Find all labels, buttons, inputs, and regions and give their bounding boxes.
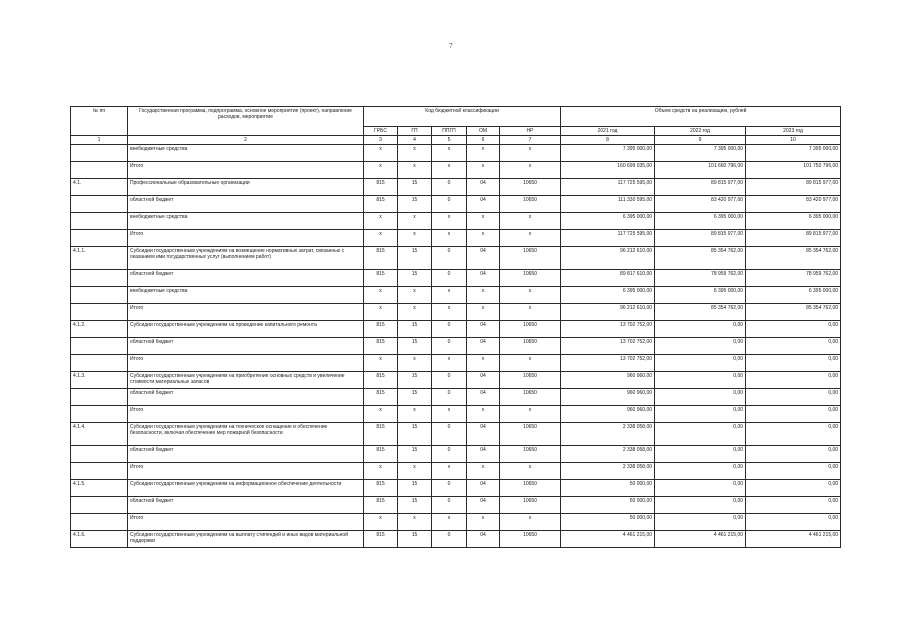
amount-2023-cell: 4 461 215,00 [746,531,841,548]
amount-2022-cell: 85 354 762,00 [655,247,746,270]
col-number-cell: 5 [432,136,467,145]
code-nr-cell: 10650 [500,372,561,389]
amount-2021-cell: 2 338 058,00 [561,423,655,446]
header-code-grbs: ГРБС [364,127,398,136]
code-gp-cell: 15 [398,270,432,287]
amount-2023-cell: 83 420 977,00 [746,196,841,213]
code-om-cell: 04 [467,321,500,338]
code-grbs-cell: 815 [364,480,398,497]
header-year-2021: 2021 год [561,127,655,136]
table-row [71,213,841,230]
col-number-cell: 10 [746,136,841,145]
row-number-cell [71,287,128,304]
code-grbs-cell: 815 [364,196,398,213]
code-ppgp-cell: 0 [432,196,467,213]
code-om-cell: 04 [467,531,500,548]
col-number-cell: 2 [128,136,364,145]
code-nr-cell: 10650 [500,247,561,270]
amount-2023-cell: 0,00 [746,423,841,446]
code-grbs-cell: 815 [364,389,398,406]
amount-2021-cell: 50 000,00 [561,497,655,514]
code-nr-cell: x [500,304,561,321]
col-number-cell: 6 [467,136,500,145]
code-om-cell: x [467,162,500,179]
code-nr-cell: x [500,162,561,179]
amount-2022-cell: 0,00 [655,446,746,463]
amount-2023-cell: 0,00 [746,321,841,338]
row-name-cell: областной бюджет [128,389,364,406]
code-ppgp-cell: 0 [432,531,467,548]
row-name-cell: Субсидии государственным учреждениям на приобретение основных средств и увеличение стоимости материальных запасов [128,372,364,389]
amount-2023-cell: 0,00 [746,497,841,514]
code-grbs-cell: x [364,145,398,162]
code-om-cell: 04 [467,247,500,270]
code-ppgp-cell: 0 [432,480,467,497]
amount-2023-cell: 89 815 977,00 [746,179,841,196]
code-nr-cell: x [500,287,561,304]
table-row [71,304,841,321]
code-nr-cell: 10650 [500,423,561,446]
table-row [71,389,841,406]
amount-2021-cell: 111 330 595,00 [561,196,655,213]
code-gp-cell: 15 [398,480,432,497]
row-number-cell: 4.1.4. [71,423,128,446]
code-ppgp-cell: 0 [432,372,467,389]
code-gp-cell: x [398,514,432,531]
row-number-cell [71,270,128,287]
amount-2022-cell: 0,00 [655,497,746,514]
table-row [71,355,841,372]
row-name-cell: Субсидии государственным учреждениям на техническое оснащение и обеспечение безопасности, включая обеспечение мер пожарной безопасности [128,423,364,446]
header-col-num: № пп [71,107,128,136]
row-name-cell: Субсидии государственным учреждениям на проведение капитального ремонта [128,321,364,338]
amount-2023-cell: 6 395 000,00 [746,287,841,304]
code-grbs-cell: 815 [364,179,398,196]
code-nr-cell: x [500,406,561,423]
amount-2022-cell: 0,00 [655,480,746,497]
amount-2023-cell: 0,00 [746,446,841,463]
amount-2021-cell: 6 395 000,00 [561,287,655,304]
amount-2022-cell: 0,00 [655,321,746,338]
table-row [71,446,841,463]
code-ppgp-cell: 0 [432,497,467,514]
amount-2022-cell: 83 420 977,00 [655,196,746,213]
table-row [71,406,841,423]
code-gp-cell: x [398,145,432,162]
code-ppgp-cell: x [432,162,467,179]
col-number-cell: 8 [561,136,655,145]
code-grbs-cell: x [364,287,398,304]
col-number-cell: 4 [398,136,432,145]
code-gp-cell: x [398,287,432,304]
code-gp-cell: 15 [398,497,432,514]
row-name-cell: областной бюджет [128,196,364,213]
code-grbs-cell: x [364,463,398,480]
row-name-cell: внебюджетные средства [128,287,364,304]
code-ppgp-cell: x [432,304,467,321]
code-ppgp-cell: x [432,406,467,423]
header-code-ppgp: ППГП [432,127,467,136]
amount-2022-cell: 0,00 [655,463,746,480]
table-row [71,287,841,304]
code-gp-cell: 15 [398,389,432,406]
row-name-cell: Итого [128,162,364,179]
row-name-cell: Субсидии государственным учреждениям на выплату стипендий и иных видов материальной поддержки [128,531,364,548]
table-row [71,531,841,548]
code-gp-cell: 15 [398,423,432,446]
row-name-cell: Итого [128,514,364,531]
code-ppgp-cell: 0 [432,338,467,355]
row-number-cell [71,213,128,230]
amount-2021-cell: 13 702 752,00 [561,321,655,338]
amount-2021-cell: 13 702 752,00 [561,355,655,372]
table-row [71,247,841,270]
amount-2021-cell: 96 212 610,00 [561,247,655,270]
code-grbs-cell: 815 [364,321,398,338]
code-om-cell: x [467,230,500,247]
row-number-cell: 4.1.2. [71,321,128,338]
code-grbs-cell: 815 [364,372,398,389]
amount-2021-cell: 96 212 610,00 [561,304,655,321]
code-ppgp-cell: 0 [432,270,467,287]
budget-table [70,106,841,548]
code-grbs-cell: 815 [364,270,398,287]
table-row [71,514,841,531]
code-om-cell: x [467,145,500,162]
code-om-cell: x [467,406,500,423]
row-name-cell: Итого [128,406,364,423]
table-row [71,162,841,179]
amount-2023-cell: 0,00 [746,338,841,355]
code-om-cell: x [467,355,500,372]
amount-2021-cell: 89 817 610,00 [561,270,655,287]
row-number-cell [71,338,128,355]
header-code-om: ОМ [467,127,500,136]
table-body [71,145,841,548]
code-nr-cell: x [500,213,561,230]
code-gp-cell: 15 [398,321,432,338]
code-om-cell: x [467,463,500,480]
table-row [71,372,841,389]
amount-2023-cell: 0,00 [746,463,841,480]
code-ppgp-cell: 0 [432,247,467,270]
amount-2023-cell: 0,00 [746,389,841,406]
amount-2023-cell: 85 354 762,00 [746,304,841,321]
code-ppgp-cell: 0 [432,423,467,446]
amount-2022-cell: 101 660 796,00 [655,162,746,179]
code-om-cell: x [467,304,500,321]
code-nr-cell: 10650 [500,446,561,463]
amount-2022-cell: 0,00 [655,338,746,355]
code-om-cell: 04 [467,480,500,497]
code-ppgp-cell: 0 [432,321,467,338]
row-name-cell: внебюджетные средства [128,145,364,162]
amount-2022-cell: 0,00 [655,423,746,446]
code-om-cell: 04 [467,179,500,196]
col-number-cell: 1 [71,136,128,145]
row-number-cell: 4.1.6. [71,531,128,548]
code-gp-cell: x [398,230,432,247]
amount-2022-cell: 0,00 [655,355,746,372]
row-name-cell: областной бюджет [128,446,364,463]
code-nr-cell: x [500,463,561,480]
code-nr-cell: 10650 [500,338,561,355]
code-nr-cell: 10650 [500,321,561,338]
amount-2023-cell: 78 959 762,00 [746,270,841,287]
code-om-cell: 04 [467,270,500,287]
code-om-cell: 04 [467,446,500,463]
code-nr-cell: x [500,355,561,372]
amount-2023-cell: 85 354 762,00 [746,247,841,270]
amount-2023-cell: 0,00 [746,355,841,372]
page-number: 7 [449,42,453,50]
row-name-cell: областной бюджет [128,270,364,287]
table-row [71,196,841,213]
header-code-group: Код бюджетной классификации [364,107,561,127]
amount-2022-cell: 85 354 762,00 [655,304,746,321]
code-ppgp-cell: x [432,463,467,480]
code-grbs-cell: x [364,213,398,230]
code-grbs-cell: 815 [364,531,398,548]
header-col-name: Государственная программа, подпрограмма, основное мероприятие (проект), направление расходов, мероприятие [128,107,364,136]
code-nr-cell: x [500,230,561,247]
amount-2023-cell: 0,00 [746,480,841,497]
header-year-2022: 2022 год [655,127,746,136]
header-code-nr: НР [500,127,561,136]
amount-2021-cell: 117 725 595,00 [561,179,655,196]
code-nr-cell: 10650 [500,270,561,287]
code-gp-cell: x [398,355,432,372]
table-row [71,480,841,497]
table-row [71,497,841,514]
col-number-cell: 7 [500,136,561,145]
code-ppgp-cell: 0 [432,446,467,463]
table-row [71,179,841,196]
code-ppgp-cell: 0 [432,389,467,406]
amount-2022-cell: 89 815 977,00 [655,179,746,196]
amount-2021-cell: 4 461 215,00 [561,531,655,548]
row-number-cell [71,446,128,463]
amount-2023-cell: 0,00 [746,406,841,423]
code-nr-cell: 10650 [500,531,561,548]
amount-2022-cell: 0,00 [655,514,746,531]
code-gp-cell: 15 [398,179,432,196]
row-number-cell [71,230,128,247]
amount-2022-cell: 4 461 215,00 [655,531,746,548]
amount-2023-cell: 6 395 000,00 [746,213,841,230]
code-ppgp-cell: x [432,355,467,372]
row-number-cell [71,497,128,514]
col-number-cell: 9 [655,136,746,145]
code-ppgp-cell: x [432,514,467,531]
code-gp-cell: 15 [398,247,432,270]
amount-2021-cell: 50 000,00 [561,480,655,497]
table-row [71,338,841,355]
code-gp-cell: 15 [398,196,432,213]
code-om-cell: x [467,514,500,531]
amount-2023-cell: 0,00 [746,372,841,389]
row-number-cell [71,514,128,531]
amount-2021-cell: 960 960,00 [561,372,655,389]
amount-2021-cell: 960 960,00 [561,389,655,406]
amount-2022-cell: 0,00 [655,389,746,406]
code-grbs-cell: x [364,230,398,247]
amount-2022-cell: 0,00 [655,372,746,389]
amount-2022-cell: 89 815 977,00 [655,230,746,247]
code-grbs-cell: x [364,514,398,531]
amount-2021-cell: 2 338 058,00 [561,446,655,463]
table-row [71,463,841,480]
col-number-cell: 3 [364,136,398,145]
row-name-cell: внебюджетные средства [128,213,364,230]
code-om-cell: 04 [467,196,500,213]
amount-2022-cell: 0,00 [655,406,746,423]
row-number-cell [71,389,128,406]
code-nr-cell: 10650 [500,389,561,406]
code-grbs-cell: x [364,304,398,321]
header-year-2023: 2023 год [746,127,841,136]
row-number-cell: 4.1.1. [71,247,128,270]
code-om-cell: 04 [467,338,500,355]
code-nr-cell: 10650 [500,480,561,497]
code-gp-cell: x [398,463,432,480]
code-nr-cell: 10650 [500,497,561,514]
code-grbs-cell: 815 [364,497,398,514]
row-name-cell: Итого [128,355,364,372]
code-grbs-cell: x [364,162,398,179]
code-gp-cell: x [398,406,432,423]
row-name-cell: областной бюджет [128,338,364,355]
code-grbs-cell: 815 [364,338,398,355]
amount-2021-cell: 2 338 058,00 [561,463,655,480]
code-gp-cell: x [398,213,432,230]
code-om-cell: 04 [467,497,500,514]
amount-2023-cell: 7 395 000,00 [746,145,841,162]
code-om-cell: 04 [467,372,500,389]
code-nr-cell: x [500,145,561,162]
amount-2022-cell: 78 959 762,00 [655,270,746,287]
code-ppgp-cell: x [432,230,467,247]
row-name-cell: Субсидии государственным учреждениям на информационное обеспечение деятельности [128,480,364,497]
row-name-cell: Итого [128,304,364,321]
code-om-cell: 04 [467,423,500,446]
table-row [71,423,841,446]
row-number-cell [71,196,128,213]
amount-2021-cell: 50 000,00 [561,514,655,531]
amount-2022-cell: 6 395 000,00 [655,287,746,304]
code-om-cell: x [467,213,500,230]
code-grbs-cell: x [364,406,398,423]
amount-2021-cell: 960 960,00 [561,406,655,423]
code-ppgp-cell: x [432,213,467,230]
amount-2021-cell: 6 395 000,00 [561,213,655,230]
code-grbs-cell: x [364,355,398,372]
code-ppgp-cell: 0 [432,179,467,196]
code-gp-cell: x [398,162,432,179]
code-gp-cell: 15 [398,531,432,548]
code-grbs-cell: 815 [364,423,398,446]
code-ppgp-cell: x [432,287,467,304]
code-nr-cell: x [500,514,561,531]
row-number-cell [71,145,128,162]
amount-2023-cell: 0,00 [746,514,841,531]
row-number-cell [71,406,128,423]
amount-2022-cell: 7 395 000,00 [655,145,746,162]
table-row [71,270,841,287]
table-row [71,230,841,247]
row-name-cell: Профессиональные образовательные организации [128,179,364,196]
code-nr-cell: 10650 [500,196,561,213]
amount-2023-cell: 89 815 977,00 [746,230,841,247]
row-name-cell: Субсидии государственным учреждениям на возмещение нормативных затрат, связанных с оказанием ими государственных услуг (выполнением работ) [128,247,364,270]
header-amount-group: Объем средств на реализацию, рублей [561,107,841,127]
code-nr-cell: 10650 [500,179,561,196]
row-name-cell: Итого [128,230,364,247]
code-ppgp-cell: x [432,145,467,162]
row-number-cell: 4.1.3. [71,372,128,389]
amount-2021-cell: 160 699 035,00 [561,162,655,179]
code-gp-cell: 15 [398,372,432,389]
row-number-cell [71,355,128,372]
row-name-cell: Итого [128,463,364,480]
amount-2022-cell: 6 395 000,00 [655,213,746,230]
header-code-gp: ГП [398,127,432,136]
amount-2021-cell: 117 725 595,00 [561,230,655,247]
row-name-cell: областной бюджет [128,497,364,514]
table-row [71,321,841,338]
row-number-cell [71,162,128,179]
amount-2021-cell: 7 395 000,00 [561,145,655,162]
code-grbs-cell: 815 [364,247,398,270]
code-gp-cell: 15 [398,338,432,355]
amount-2021-cell: 13 702 752,00 [561,338,655,355]
row-number-cell: 4.1. [71,179,128,196]
code-om-cell: x [467,287,500,304]
code-grbs-cell: 815 [364,446,398,463]
row-number-cell: 4.1.5. [71,480,128,497]
amount-2023-cell: 101 750 796,00 [746,162,841,179]
code-gp-cell: x [398,304,432,321]
code-om-cell: 04 [467,389,500,406]
row-number-cell [71,304,128,321]
table-row [71,145,841,162]
code-gp-cell: 15 [398,446,432,463]
row-number-cell [71,463,128,480]
